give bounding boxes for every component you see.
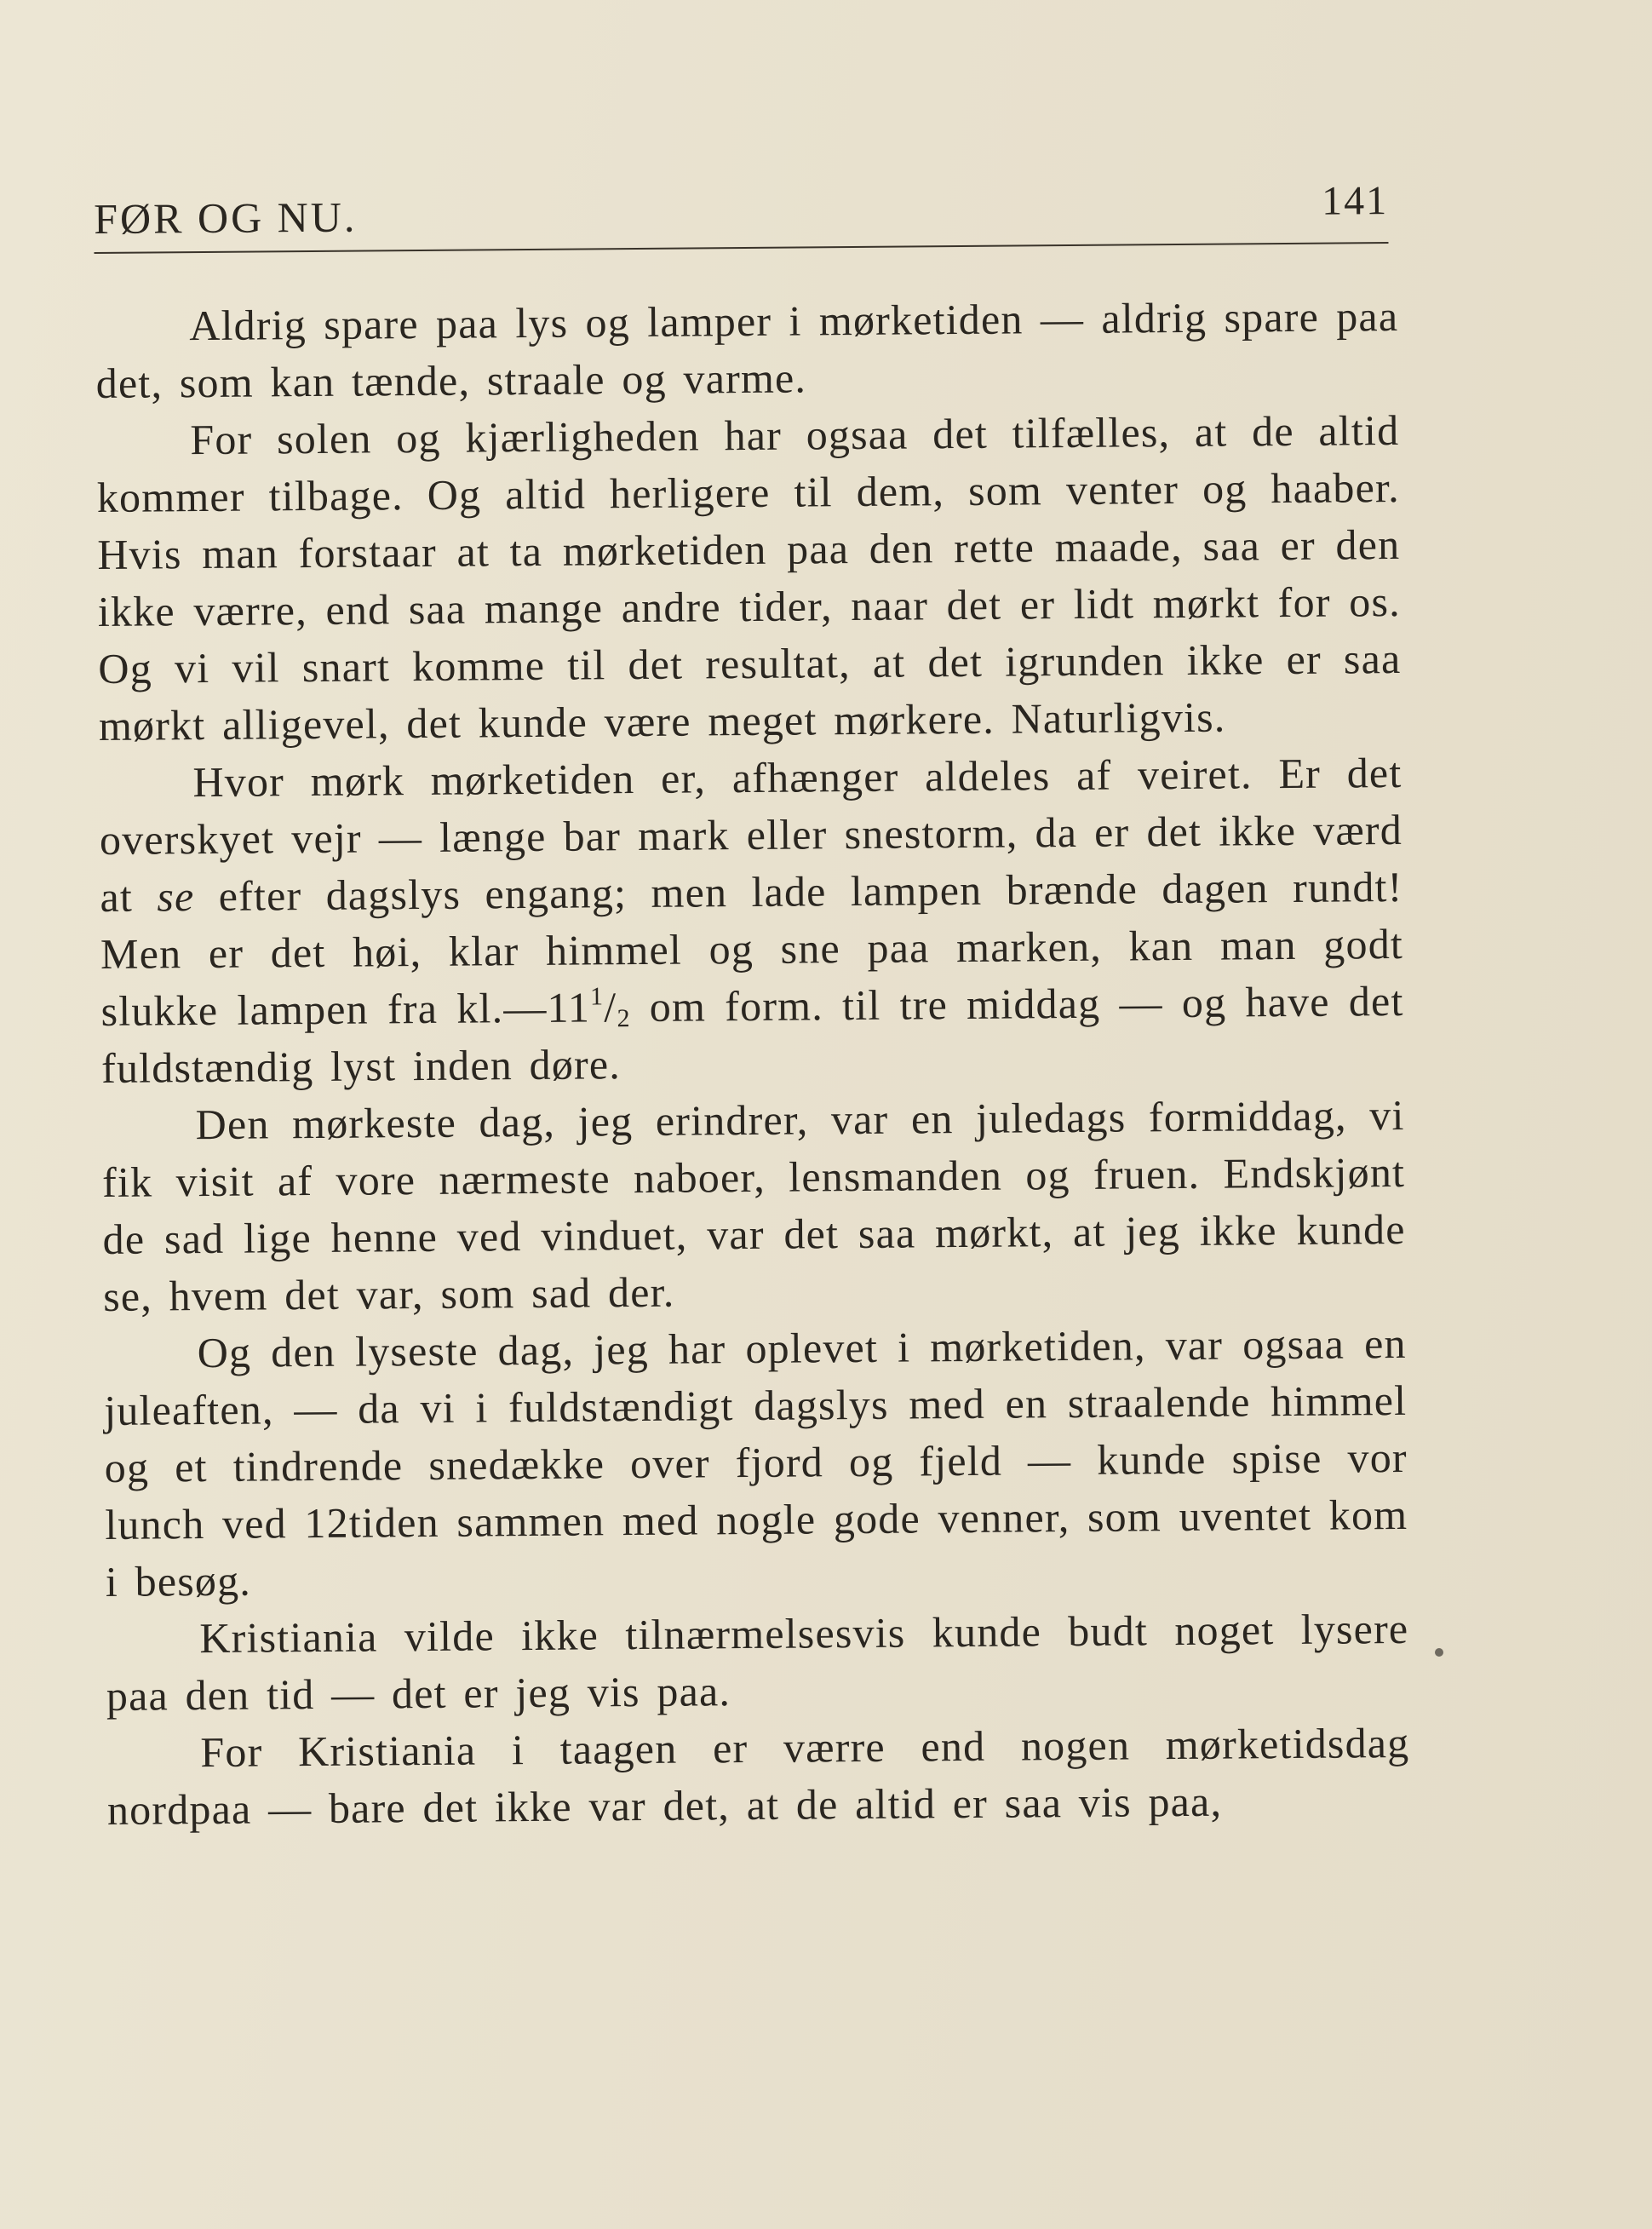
paragraph-text: om form. til tre middag — og have det fuldstændig lyst inden døre.: [100, 976, 1404, 1092]
page-header: [93, 178, 1389, 257]
paragraph: [99, 744, 1404, 1097]
fraction-numerator: 1: [589, 982, 605, 1011]
header-rule: [95, 242, 1389, 254]
paragraph-text: For solen og kjærligheden har ogsaa det tilfælles, at de altid kommer tilbage. Og altid herligere til dem, som venter og haaber. Hvis man forstaar at ta mørketiden paa den rette maade, saa er den ikke værre, end saa mange andre tider, naar det er lidt mørkt for os. Og vi vil snart komme til det resultat, at det igrunden ikke er saa mørkt alligevel, det kunde være meget mørkere. Naturligvis.: [96, 405, 1402, 750]
paragraph: [106, 1715, 1410, 1839]
running-title: FØR OG NU.: [93, 192, 358, 243]
fraction: $^1/_2$: [589, 982, 631, 1033]
paragraph-text: For Kristiania i taagen er værre end nogen mørketidsdag nordpaa — bare det ikke var det, at de altid er saa vis paa,: [106, 1718, 1410, 1834]
paragraph-text: efter dagslys engang; men lade lampen brænde dagen rundt! Men er det høi, klar himmel og sne paa marken, kan man godt slukke lampen fra kl.—11: [100, 862, 1404, 1035]
paragraph-text: Aldrig spare paa lys og lamper i mørketiden — aldrig spare paa det, som kan tænde, straale og varme.: [95, 291, 1399, 407]
body-text: [95, 288, 1410, 1839]
margin-dot: [1435, 1648, 1443, 1657]
paragraph: [106, 1600, 1409, 1725]
paragraph-text: Den mørkeste dag, jeg erindrer, var en juledags formiddag, vi fik visit af vore nærmeste naboer, lensmanden og fruen. Endskjønt de sad lige henne ved vinduet, var det saa mørkt, at jeg ikke kunde se, hvem det var, som sad der.: [101, 1090, 1406, 1320]
paragraph-text: Og den lyseste dag, jeg har oplevet i mørketiden, var ogsaa en juleaften, — da vi i fuldstændigt dagslys med en straalende himmel og et tindrende snedække over fjord og fjeld — kunde spise vor lunch ved 12tiden sammen med nogle gode venner, som uventet kom i besøg.: [104, 1318, 1408, 1606]
paragraph: [103, 1315, 1408, 1611]
paragraph-text: Kristiania vilde ikke tilnærmelsesvis kunde budt noget lysere paa den tid — det er jeg vis paa.: [106, 1604, 1409, 1720]
paragraph: [96, 402, 1402, 755]
paragraph-text: Hvor mørk mørketiden er, afhænger aldeles af veiret. Er det overskyet vejr — længe bar mark eller snestorm, da er det ikke værd at: [99, 748, 1403, 921]
italic-word: se: [157, 872, 195, 921]
paragraph: [95, 288, 1399, 412]
page-number: 141: [1321, 178, 1389, 224]
paragraph: [101, 1087, 1406, 1325]
fraction-denominator: 2: [617, 1004, 631, 1033]
